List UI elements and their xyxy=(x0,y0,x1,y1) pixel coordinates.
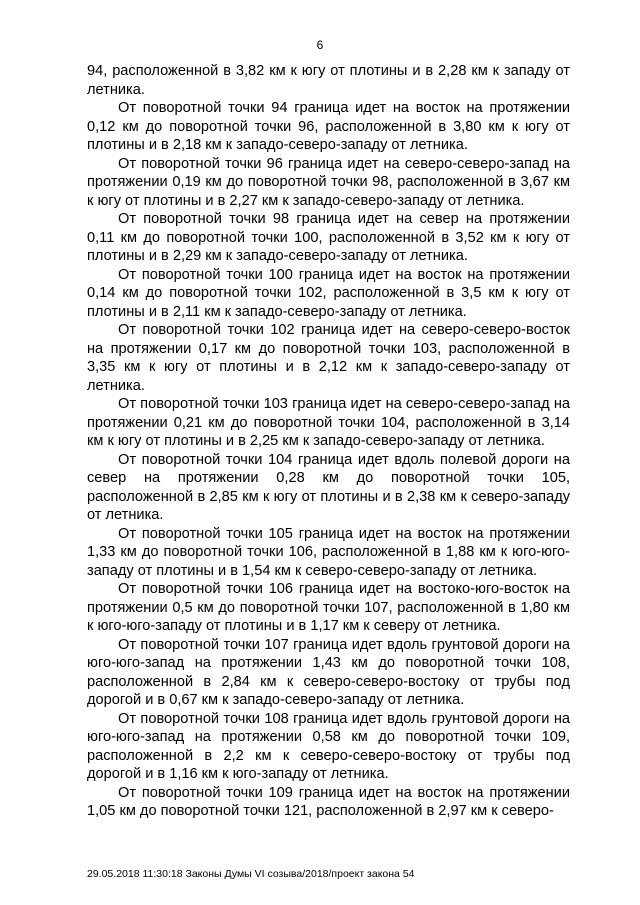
document-body xyxy=(87,62,570,821)
paragraph: От поворотной точки 107 граница идет вдоль грунтовой дороги на юго-юго-запад на протяжении 1,43 км до поворотной точки 108, расположенной в 2,84 км к северо-северо-востоку от трубы под дорогой и в 0,67 км к западо-северо-западу от летника. xyxy=(87,636,570,708)
paragraph: От поворотной точки 104 граница идет вдоль полевой дороги на север на протяжении 0,28 км до поворотной точки 105, расположенной в 2,85 км к югу от плотины и в 2,38 км к северо-западу от летника. xyxy=(87,451,570,523)
paragraph: От поворотной точки 105 граница идет на восток на протяжении 1,33 км до поворотной точки 106, расположенной в 1,88 км к юго-юго-западу от плотины и в 1,54 км к северо-северо-западу от летника. xyxy=(87,525,570,579)
page-footer: 29.05.2018 11:30:18 Законы Думы VI созыва/2018/проект закона 54 xyxy=(87,868,415,880)
paragraph: От поворотной точки 108 граница идет вдоль грунтовой дороги на юго-юго-запад на протяжении 0,58 км до поворотной точки 109, расположенной в 2,2 км к северо-северо-востоку от трубы под дорогой и в 1,16 км к юго-западу от летника. xyxy=(87,710,570,782)
paragraph: 94, расположенной в 3,82 км к югу от плотины и в 2,28 км к западу от летника. xyxy=(87,63,570,98)
paragraph: От поворотной точки 106 граница идет на востоко-юго-восток на протяжении 0,5 км до поворотной точки 107, расположенной в 1,80 км к юго-юго-западу от плотины и в 1,17 км к северу от летника. xyxy=(87,581,570,634)
paragraph: От поворотной точки 100 граница идет на восток на протяжении 0,14 км до поворотной точки 102, расположенной в 3,5 км к югу от плотины и в 2,11 км к западо-северо-западу от летника. xyxy=(87,266,570,320)
paragraph: От поворотной точки 102 граница идет на северо-северо-восток на протяжении 0,17 км до поворотной точки 103, расположенной в 3,35 км к югу от плотины и в 2,12 км к западо-северо-западу от летника. xyxy=(87,322,570,394)
page-number: 6 xyxy=(316,38,324,52)
paragraph: От поворотной точки 96 граница идет на северо-северо-запад на протяжении 0,19 км до поворотной точки 98, расположенной в 3,67 км к югу от плотины и в 2,27 км к западо-северо-западу от летника. xyxy=(87,155,570,209)
paragraph: От поворотной точки 94 граница идет на восток на протяжении 0,12 км до поворотной точки 96, расположенной в 3,80 км к югу от плотины и в 2,18 км к западо-северо-западу от летника. xyxy=(87,100,570,153)
paragraph: От поворотной точки 98 граница идет на север на протяжении 0,11 км до поворотной точки 100, расположенной в 3,52 км к югу от плотины и в 2,29 км к западо-северо-западу от летника. xyxy=(87,211,570,264)
paragraph: От поворотной точки 103 граница идет на северо-северо-запад на протяжении 0,21 км до поворотной точки 104, расположенной в 3,14 км к югу от плотины и в 2,25 км к западо-северо-западу от летника. xyxy=(87,396,570,449)
paragraph: От поворотной точки 109 граница идет на восток на протяжении 1,05 км до поворотной точки 121, расположенной в 2,97 км к северо- xyxy=(87,784,570,819)
